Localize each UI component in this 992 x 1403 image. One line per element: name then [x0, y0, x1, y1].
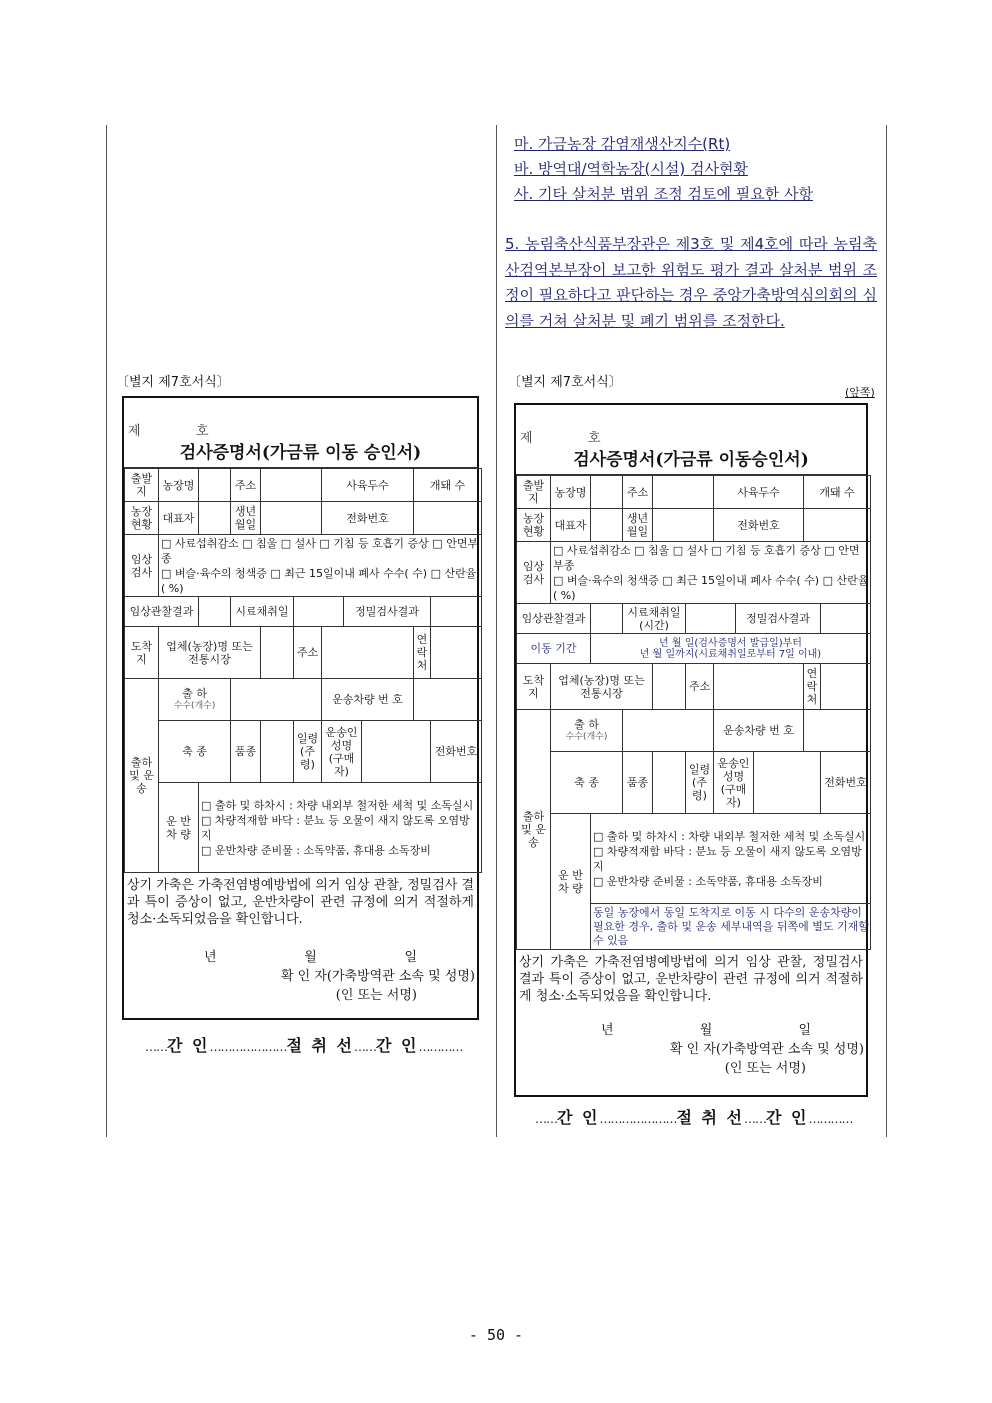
vehicle-check-2: □ 차량적재함 바닥 : 분뇨 등 오물이 새지 않도록 오염방지	[593, 844, 862, 873]
vehicle-label: 운 반 차 량	[551, 814, 591, 950]
address-label: 주소	[231, 469, 261, 502]
vehicle-check-1: □ 출하 및 하차시 : 차량 내외부 철저한 세척 및 소독실시	[201, 798, 474, 812]
clinical-options[interactable]	[159, 535, 482, 597]
ship-count-label	[551, 710, 623, 752]
age-label: 일령(주령)	[294, 721, 322, 783]
date-row	[516, 1005, 866, 1038]
ship-count-value[interactable]	[231, 679, 322, 721]
breed-count-label: 사육두수	[714, 476, 804, 509]
clinical-options-line2: □ 벼슬·육수의 청색증 □ 최근 15일이내 폐사 수수( 수) □ 산란율( %)	[161, 566, 477, 595]
item-ba: 바. 방역대/역학농장(시설) 검사현황	[514, 160, 748, 178]
dest-label: 도착지	[517, 664, 551, 710]
move-period-line2: 년 월 일까지(시료채취일로부터 7일 이내)	[639, 648, 822, 660]
breed-label: 품종	[623, 752, 653, 814]
certificate-form-left	[122, 396, 479, 1020]
farm-name-value[interactable]	[199, 469, 231, 502]
representative-label: 대표자	[159, 502, 199, 535]
move-period-value[interactable]	[591, 634, 871, 664]
cut-seal-a: 간 인	[167, 1036, 210, 1055]
breed-value[interactable]	[653, 752, 686, 814]
precise-result-label: 정밀검사결과	[736, 604, 821, 634]
phone-label: 전화번호	[322, 502, 414, 535]
dest-business-value[interactable]	[653, 664, 686, 710]
month-label: 월	[304, 950, 317, 965]
cut-seal-c: 간 인	[376, 1036, 419, 1055]
ship-count-text: 출 하	[182, 686, 207, 700]
vehicle-check-3: □ 운반차량 준비물 : 소독약품, 휴대용 소독장비	[593, 874, 823, 888]
vehicle-no-label: 운송차량 번 호	[714, 710, 804, 752]
ship-count-unit: 수수(개수)	[565, 731, 608, 742]
driver-value[interactable]	[362, 721, 431, 783]
form-header	[516, 405, 866, 475]
cut-seal-a: 간 인	[557, 1108, 600, 1127]
vehicle-check-1: □ 출하 및 하차시 : 차량 내외부 철저한 세척 및 소독실시	[593, 829, 866, 843]
birthdate-value[interactable]	[261, 502, 322, 535]
breed-label: 품종	[231, 721, 261, 783]
form-title: 검사증명서(가금류 이동승인서)	[573, 450, 809, 470]
breed-value[interactable]	[261, 721, 294, 783]
clinical-label: 임상검사	[517, 542, 551, 604]
ship-label: 출하 및 운송	[125, 679, 159, 873]
form-header	[124, 398, 477, 468]
representative-label: 대표자	[551, 509, 591, 542]
vehicle-note: 동일 농장에서 동일 도착지로 이동 시 다수의 운송차량이 필요한 경우, 출하 및 운송 세부내역을 뒤쪽에 별도 기재할 수 있음	[591, 904, 871, 950]
annex-label-left: 〔별지 제7호서식〕	[116, 375, 230, 390]
dest-label: 도착지	[125, 627, 159, 679]
seal-line: (인 또는 서명)	[724, 1061, 806, 1076]
vehicle-check-3: □ 운반차량 준비물 : 소독약품, 휴대용 소독장비	[201, 843, 431, 857]
sampling-date-value[interactable]	[686, 604, 736, 634]
ship-label: 출하 및 운송	[517, 710, 551, 950]
precise-result-value[interactable]	[821, 604, 871, 634]
clinical-result-value[interactable]	[199, 597, 231, 627]
move-period-line1: 년 월 일(검사증명서 발급일)부터	[659, 637, 802, 649]
representative-value[interactable]	[199, 502, 231, 535]
form-ho-label: 호	[588, 431, 601, 446]
form-no-label: 제	[520, 431, 533, 446]
phone-label: 전화번호	[714, 509, 804, 542]
dest-contact-label: 연락처	[414, 627, 431, 679]
driver-label: 운송인 성명 (구매자)	[322, 721, 362, 783]
sampling-date-value[interactable]	[294, 597, 344, 627]
dest-address-value[interactable]	[322, 627, 414, 679]
year-label: 년	[601, 1023, 614, 1038]
driver-label: 운송인 성명 (구매자)	[714, 752, 754, 814]
clinical-result-label: 임상관찰결과	[125, 597, 199, 627]
birthdate-label: 생년월일	[231, 502, 261, 535]
vehicle-no-value[interactable]	[414, 679, 482, 721]
column-divider-middle	[496, 125, 497, 1137]
head-count-label: 개돼 수	[414, 469, 482, 502]
cut-line-text: 절 취 선	[676, 1108, 744, 1127]
form-table	[516, 475, 871, 950]
signer-line: 확 인 자(가축방역관 소속 및 성명)	[280, 969, 475, 984]
birthdate-label: 생년월일	[623, 509, 653, 542]
vehicle-checks[interactable]	[199, 783, 482, 873]
dest-contact-value[interactable]	[431, 627, 482, 679]
clinical-options-line1: □ 사료섭취감소 □ 침울 □ 설사 □ 기침 등 호흡기 증상 □ 안면부종	[161, 536, 479, 565]
seal-line: (인 또는 서명)	[335, 988, 417, 1003]
dest-contact-value[interactable]	[821, 664, 871, 710]
annex-label-right: 〔별지 제7호서식〕	[508, 375, 622, 390]
farm-name-value[interactable]	[591, 476, 623, 509]
dest-business-label: 업체(농장)명 또는 전통시장	[159, 627, 261, 679]
item-sa: 사. 기타 살처분 범위 조정 검토에 필요한 사항	[514, 185, 813, 203]
representative-value[interactable]	[591, 509, 623, 542]
dest-address-label: 주소	[686, 664, 714, 710]
item-ma: 마. 가금농장 감염재생산지수(Rt)	[514, 135, 731, 153]
signer-line: 확 인 자(가축방역관 소속 및 성명)	[669, 1042, 864, 1057]
vehicle-label: 운 반 차 량	[159, 783, 199, 873]
clinical-options[interactable]	[551, 542, 871, 604]
clinical-label: 임상검사	[125, 535, 159, 597]
ship-count-text: 출 하	[574, 717, 599, 731]
year-label: 년	[204, 950, 217, 965]
farm-name-label: 농장명	[159, 469, 199, 502]
age-label: 일령(주령)	[686, 752, 714, 814]
precise-result-label: 정밀검사결과	[344, 597, 431, 627]
cut-line-text: 절 취 선	[286, 1036, 354, 1055]
day-label: 일	[798, 1023, 811, 1038]
birthdate-value[interactable]	[653, 509, 714, 542]
statement: 상기 가축은 가축전염병예방법에 의거 임상 관찰, 정밀검사 결과 특이 증상이 없고, 운반차량이 관련 규정에 의거 적절하게 청소·소독되었음을 확인합니다.	[519, 955, 863, 1004]
phone-value[interactable]	[804, 509, 871, 542]
vehicle-no-label: 운송차량 번 호	[322, 679, 414, 721]
driver-phone-label: 전화번호	[821, 752, 871, 814]
form-ho-label: 호	[196, 424, 209, 439]
form-title: 검사증명서(가금류 이동 승인서)	[179, 443, 422, 463]
month-label: 월	[699, 1023, 713, 1038]
move-period-label: 이동 기간	[517, 634, 591, 664]
dest-address-value[interactable]	[714, 664, 804, 710]
cut-seal-c: 간 인	[766, 1108, 809, 1127]
dest-address-label: 주소	[294, 627, 322, 679]
statement: 상기 가축은 가축전염병예방법에 의거 임상 관찰, 정밀검사 결과 특이 증상이 없고, 운반차량이 관련 규정에 의거 적절하게 청소·소독되었음을 확인합니다.	[127, 878, 475, 927]
vehicle-checks[interactable]	[591, 814, 871, 904]
precise-result-value[interactable]	[431, 597, 482, 627]
dest-business-label: 업체(농장)명 또는 전통시장	[551, 664, 653, 710]
breed-count-label: 사육두수	[322, 469, 414, 502]
dest-contact-label: 연락처	[804, 664, 821, 710]
cut-line-right: ……간 인…………………절 취 선……간 인…………	[535, 1108, 853, 1127]
certificate-form-right	[514, 403, 868, 1097]
vehicle-no-value[interactable]	[804, 710, 871, 752]
cut-line-left: ……간 인…………………절 취 선……간 인…………	[145, 1036, 463, 1055]
clinical-options-line1: □ 사료섭취감소 □ 침울 □ 설사 □ 기침 등 호흡기 증상 □ 안면부종	[553, 543, 860, 572]
date-row	[124, 928, 477, 965]
front-side-label: (앞쪽)	[845, 386, 875, 399]
phone-value[interactable]	[414, 502, 482, 535]
address-value[interactable]	[261, 469, 322, 502]
ship-count-unit: 수수(개수)	[173, 700, 216, 711]
clinical-options-line2: □ 벼슬·육수의 청색증 □ 최근 15일이내 폐사 수수( 수) □ 산란율( %)	[553, 573, 869, 602]
page-number: - 50 -	[468, 1326, 524, 1344]
species-label: 축 종	[551, 752, 623, 814]
form-table	[124, 468, 482, 873]
sampling-date-label: 시료채취일	[231, 597, 294, 627]
origin-label: 출발지	[125, 469, 159, 502]
farm-status-label: 농장현황	[517, 509, 551, 542]
head-count-label: 개돼 수	[804, 476, 871, 509]
species-label: 축 종	[159, 721, 231, 783]
origin-label: 출발지	[517, 476, 551, 509]
dest-business-value[interactable]	[261, 627, 294, 679]
address-value[interactable]	[653, 476, 714, 509]
paragraph-5: 5. 농림축산식품부장관은 제3호 및 제4호에 따라 농림축산검역본부장이 보고한 위험도 평가 결과 살처분 범위 조정이 필요하다고 판단하는 경우 중앙가축방역심의회의 심의를 거쳐 살처분 및 폐기 범위를 조정한다.	[505, 235, 877, 330]
column-divider-right	[886, 125, 887, 1137]
clinical-result-value[interactable]	[591, 604, 623, 634]
day-label: 일	[404, 950, 417, 965]
farm-name-label: 농장명	[551, 476, 591, 509]
vehicle-check-2: □ 차량적재함 바닥 : 분뇨 등 오물이 새지 않도록 오염방지	[201, 813, 470, 842]
form-no-label: 제	[128, 424, 141, 439]
driver-phone-label: 전화번호	[431, 721, 482, 783]
column-divider-left	[106, 125, 107, 1137]
driver-value[interactable]	[754, 752, 821, 814]
ship-count-value[interactable]	[623, 710, 714, 752]
sampling-date-label: 시료채취일(시간)	[623, 604, 686, 634]
address-label: 주소	[623, 476, 653, 509]
farm-status-label: 농장현황	[125, 502, 159, 535]
ship-count-label	[159, 679, 231, 721]
clinical-result-label: 임상관찰결과	[517, 604, 591, 634]
